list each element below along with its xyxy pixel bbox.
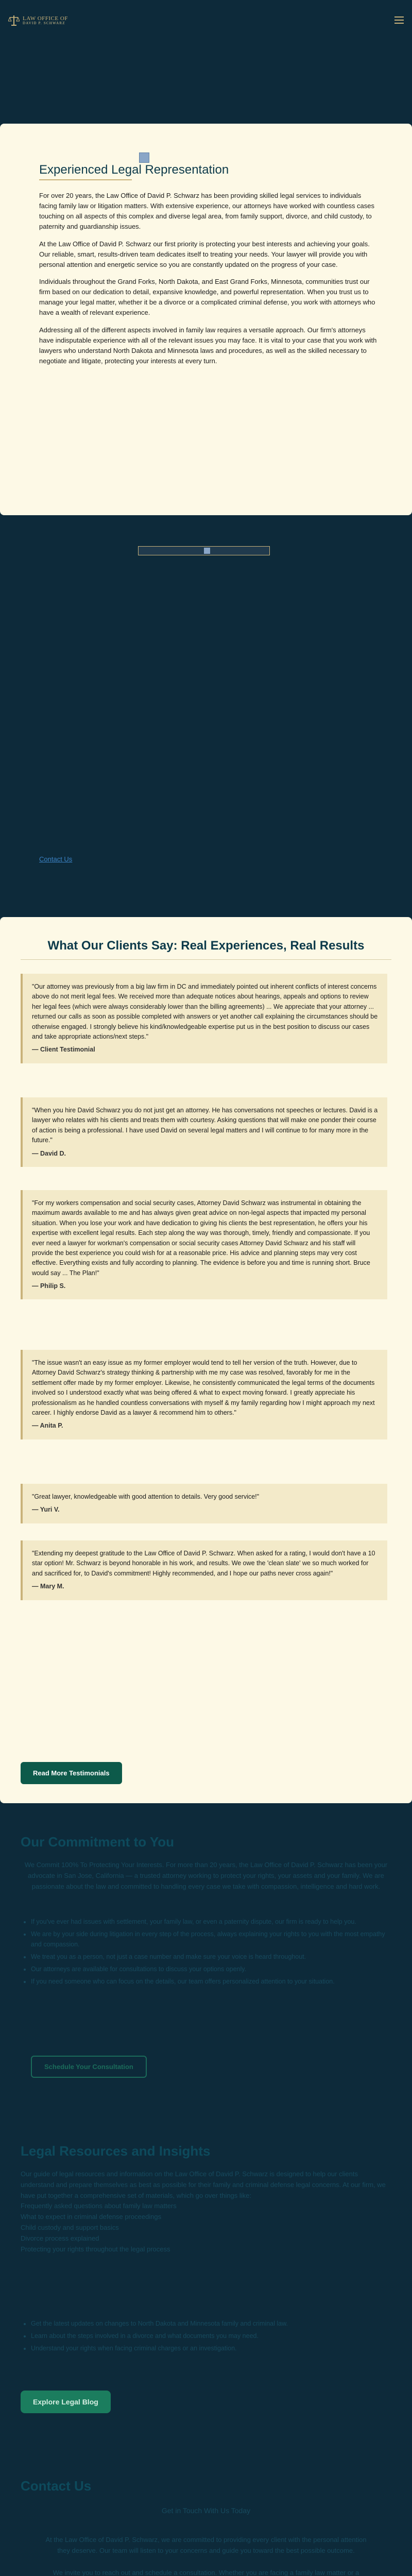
- testimonial-author: — Yuri V.: [32, 1506, 60, 1514]
- testimonial-text: "Our attorney was previously from a big law firm in DC and immediately pointed out inherent conflicts of interest concerns above do not merit legal fees. We received more than adequate notices about hearings, appeals and options to review her legal fees (which were always considerably lower than the billing agreements) ... We appreciate that your attorney ... returned our calls as soon as possible completed with answers or yet another call explaining the circumstances should be otherwise engaged. I strongly believe his kind/knowledgeable expertise put us in the best position to discuss our cases and take appropriate actions/next steps.": [32, 983, 378, 1040]
- schedule-consultation-button[interactable]: Schedule Your Consultation: [31, 2056, 147, 2078]
- testimonials-divider: [21, 959, 391, 960]
- contact-title: Contact Us: [21, 2478, 92, 2494]
- testimonial-text: "Extending my deepest gratitude to the Law Office of David P. Schwarz. When asked for a rating, I would don't have a 10 star option! Mr. Schwarz is beyond honorable in his work, and results. We owe the 'clean slate' we so much worked for and sacrificed for, to David's commitment! Highly recommended, and I hope our paths never cross again!": [32, 1550, 375, 1577]
- resources-paragraph: What to expect in criminal defense proceedings: [21, 2213, 162, 2221]
- scales-of-justice-icon: [8, 14, 20, 27]
- testimonial-author: — David D.: [32, 1149, 66, 1157]
- resources-paragraph: Protecting your rights throughout the legal process: [21, 2245, 170, 2253]
- logo-line-2: DAVID P. SCHWARZ: [23, 21, 65, 26]
- testimonial-author: — Philip S.: [32, 1282, 66, 1290]
- hamburger-icon[interactable]: [394, 16, 404, 24]
- explore-legal-blog-button[interactable]: Explore Legal Blog: [21, 2391, 111, 2413]
- list-item: • If you've ever had issues with settlement, your family law, or even a paternity dispute, our firm is ready to help you.: [31, 1917, 391, 1927]
- testimonial-text: "When you hire David Schwarz you do not just get an attorney. He has conversations not speeches or lectures. David is a lawyer who relates with his clients and treats them with courtesy. Asking questions that will make one ponder their course of action is being a professional. I have used David on several legal matters and I will continue to for many more in the future.": [32, 1107, 378, 1144]
- list-item: • We are by your side during litigation in every step of the process, always explaining your rights to you with the most empathy and compassion.: [31, 1929, 391, 1950]
- contact-us-link[interactable]: Contact Us: [39, 855, 73, 863]
- slider-image-icon: [204, 548, 210, 554]
- logo-line-1: LAW OFFICE OF: [23, 15, 68, 22]
- testimonial-text: "Great lawyer, knowledgeable with good attention to details. Very good service!": [32, 1493, 260, 1500]
- resources-list: [21, 2318, 391, 2355]
- experienced-paragraph: Addressing all of the different aspects involved in family law requires a versatile approach. Our firm's attorneys have indisputable experience with all of the relevant issues you may face. It is vital to your case that you work with lawyers who understand North Dakota and Minnesota laws and procedures, as well as the skilled necessary to negotiate and litigate, protecting your interests at every turn.: [39, 326, 377, 365]
- commitment-list: [21, 1917, 391, 1989]
- contact-subtitle: Get in Touch With Us Today: [161, 2506, 251, 2515]
- resources-paragraph: Divorce process explained: [21, 2234, 99, 2242]
- experienced-title: Experienced Legal Representation: [39, 163, 229, 177]
- resources-paragraph: Frequently asked questions about family law matters: [21, 2202, 177, 2210]
- list-item: • Learn about the steps involved in a divorce and what documents you may need.: [31, 2331, 391, 2341]
- experienced-paragraph: Individuals throughout the Grand Forks, North Dakota, and East Grand Forks, Minnesota, communities trust our firm based on our dedication to detail, expansive knowledge, and powerful representation. When you trust us to manage your legal matter, whether it be a divorce or a complicated criminal defense, you work with attorneys who have a wealth of relevant experience.: [39, 277, 375, 317]
- resources-body: [21, 2169, 391, 2255]
- title-divider: [39, 179, 132, 180]
- list-item: • Get the latest updates on changes to North Dakota and Minnesota family and criminal law.: [31, 2318, 391, 2329]
- list-item: • Understand your rights when facing criminal charges or an investigation.: [31, 2343, 391, 2353]
- testimonial-author: — Anita P.: [32, 1422, 63, 1430]
- contact-paragraph: We invite you to reach out and schedule a consultation. Whether you are facing a family law matter or a: [53, 2568, 359, 2576]
- experienced-paragraph: At the Law Office of David P. Schwarz our first priority is protecting your best interests and achieving your goals. Our reliable, smart, results-driven team dedicates itself to treating your needs. Your lawyer will provide you with personal attention and energetic service so you are constantly updated on the progress of your case.: [39, 240, 370, 268]
- testimonial-author: — Client Testimonial: [32, 1046, 95, 1054]
- testimonial-card: [21, 1540, 387, 1600]
- list-item: • Our attorneys are available for consultations to discuss your options openly.: [31, 1964, 391, 1974]
- experienced-body: [39, 191, 379, 373]
- logo[interactable]: [8, 14, 68, 27]
- testimonial-card: [21, 1484, 387, 1523]
- testimonial-card: [21, 1097, 387, 1167]
- commitment-intro: We Commit 100% To Protecting Your Interests. For more than 20 years, the Law Office of David P. Schwarz has been your advocate in San Jose, California — a trusted attorney working to protect your rights, your assets and your family. We are passionate about the law and committed to handling every case we take with compassion, intelligence and hard work.: [24, 1861, 388, 1890]
- commitment-title: Our Commitment to You: [21, 1834, 175, 1850]
- resources-paragraph: Child custody and support basics: [21, 2223, 119, 2231]
- testimonial-card: [21, 974, 387, 1063]
- testimonial-text: "For my workers compensation and social security cases, Attorney David Schwarz was instrumental in obtaining the maximum awards available to me and has always given great advice on non-legal aspects that impacted my personal situation. When you lose your work and have dedication to giving his clients the best representation, he offers your his expertise with excellent legal results. Each step along the way was thorough, timely, friendly and compassionate. If you ever need a lawyer for workman's compensation or social security cases Attorney David Schwarz and his staff will provide the best experience you could wish for at a reasonable price. His advice and planning steps may very cost effective. Everything exists and fully according to planning. The evidence is before you and time is running short. Bruce would say ... The Plan!": [32, 1199, 370, 1277]
- broken-image-icon: [139, 152, 149, 163]
- read-more-testimonials-button[interactable]: Read More Testimonials: [21, 1762, 122, 1784]
- testimonial-text: "The issue wasn't an easy issue as my former employer would tend to tell her version of the truth. However, due to Attorney David Schwarz's strategy thinking & partnership with me my case was resolved, favorably for me in the settlement offer made by my former employer. Likewise, he consistently communicated the legal terms of the documents involved so I understood exactly what was being offered & what to expect moving forward. I greatly appreciate his professionalism as he handled countless conversations with myself & my family regarding how I might approach my next career. I highly endorse David as a lawyer & recommend him to others.": [32, 1359, 375, 1416]
- site-header: [0, 0, 412, 103]
- resources-paragraph: Our guide of legal resources and information on the Law Office of David P. Schwarz is designed to help our clients understand and prepare themselves as best as possible for their family and criminal defense legal concerns. At our firm, we have put together a comprehensive set of materials, which go over things like:: [21, 2170, 386, 2199]
- testimonial-card: [21, 1190, 387, 1299]
- resources-title: Legal Resources and Insights: [21, 2143, 211, 2159]
- list-item: • We treat you as a person, not just a case number and make sure your voice is heard throughout.: [31, 1952, 391, 1962]
- experienced-paragraph: For over 20 years, the Law Office of David P. Schwarz has been providing skilled legal services to individuals facing family law or litigation matters. With extensive experience, our attorneys have worked with countless cases touching on all aspects of this complex and diverse legal area, from family support, divorce, and child custody, to paternity and guardianship issues.: [39, 192, 375, 231]
- contact-body: [41, 2535, 371, 2576]
- contact-paragraph: At the Law Office of David P. Schwarz, we are committed to providing every client with the personal attention they deserve. Our team will listen to your concerns and guide you toward the best possible outcome.: [45, 2536, 367, 2554]
- list-item: • If you need someone who can focus on the details, our team offers personalized attention to your situation.: [31, 1976, 391, 1987]
- testimonial-card: [21, 1350, 387, 1439]
- testimonials-title: What Our Clients Say: Real Experiences, Real Results: [47, 939, 365, 953]
- testimonial-author: — Mary M.: [32, 1583, 64, 1590]
